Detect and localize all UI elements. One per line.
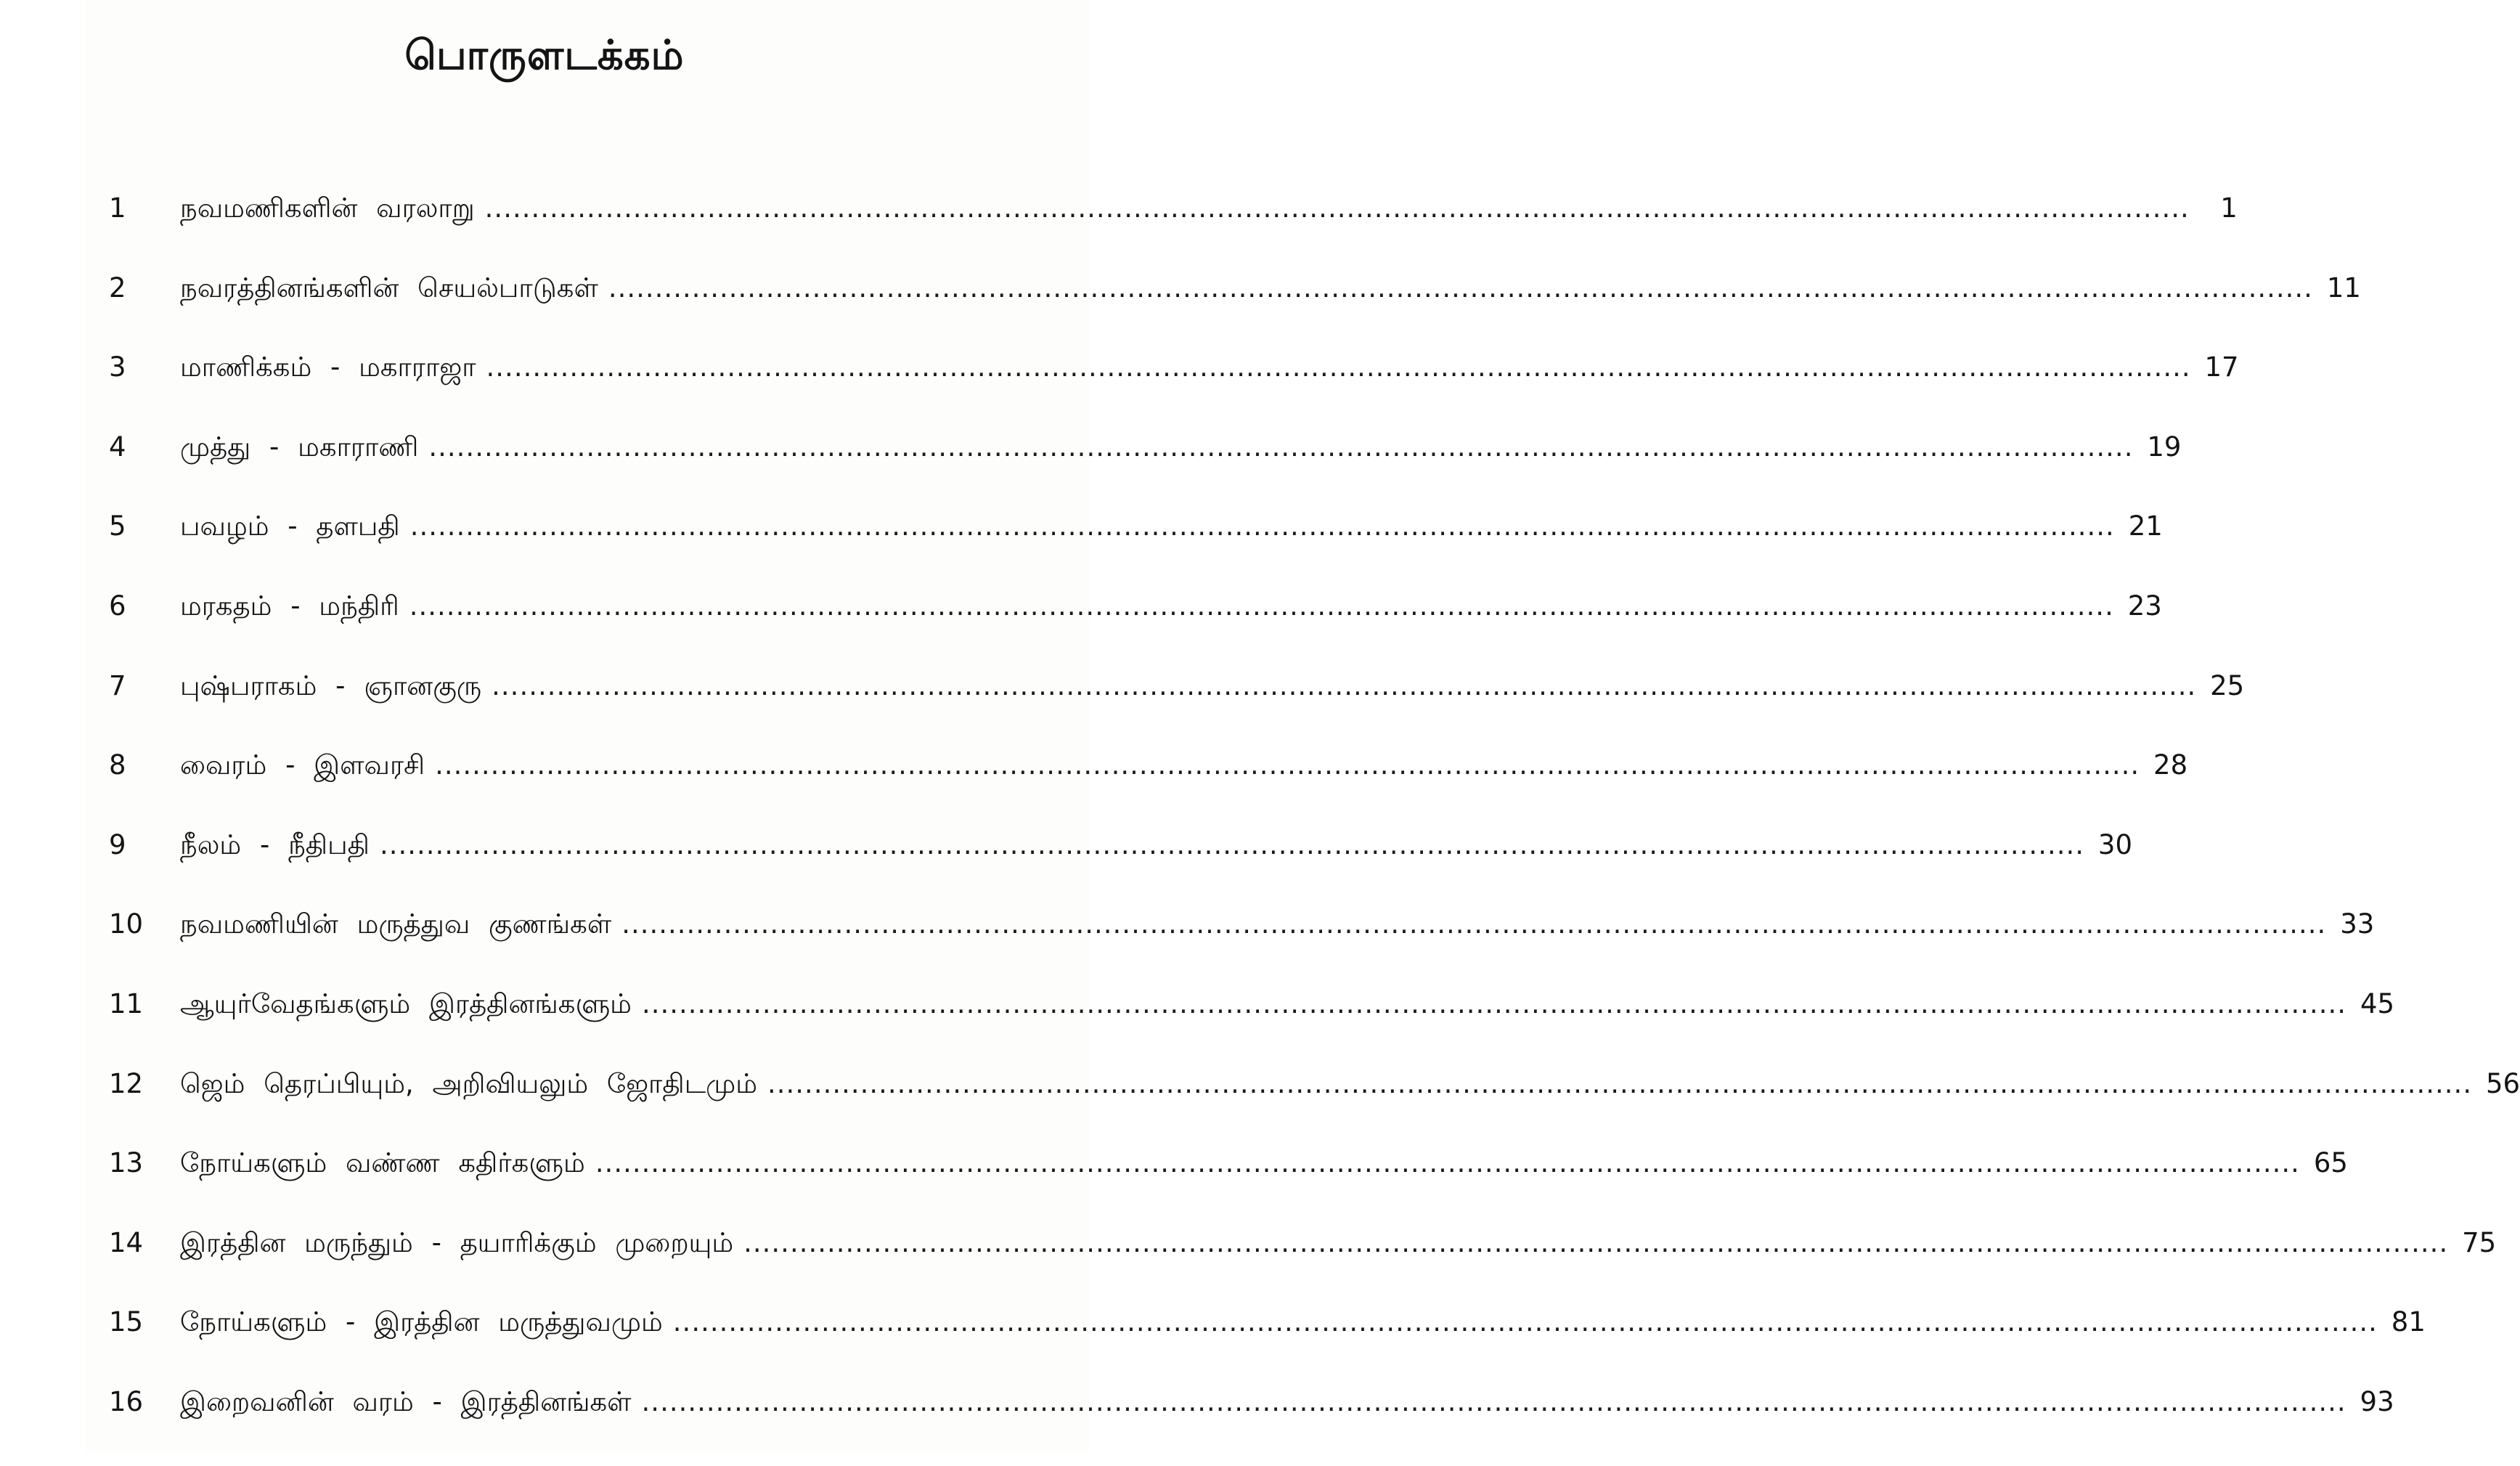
entry-title: நீலம் - நீதிபதி	[180, 828, 370, 860]
entry-number: 5	[109, 510, 126, 542]
toc-entry[interactable]	[109, 669, 2245, 750]
entry-number: 4	[109, 431, 126, 463]
entry-page-number: 56	[2486, 1067, 2520, 1099]
dot-leader	[435, 749, 2140, 781]
entry-number: 7	[109, 669, 126, 701]
dot-leader	[409, 590, 2114, 622]
entry-number: 12	[109, 1067, 144, 1099]
toc-entry[interactable]	[109, 1385, 2394, 1466]
entry-number: 1	[109, 192, 126, 224]
toc-entry[interactable]	[109, 1306, 2426, 1386]
entry-title: மாணிக்கம் - மகாராஜா	[180, 351, 476, 383]
table-of-contents	[109, 192, 2520, 1466]
entry-number: 8	[109, 749, 126, 781]
dot-leader	[410, 510, 2115, 542]
toc-entry[interactable]	[109, 908, 2375, 988]
entry-number: 2	[109, 272, 126, 304]
entry-title: மரகதம் - மந்திரி	[180, 590, 399, 622]
toc-entry[interactable]	[109, 749, 2188, 829]
entry-number: 14	[109, 1226, 144, 1258]
entry-title: நோய்களும் வண்ண கதிர்களும்	[180, 1147, 585, 1179]
dot-leader	[642, 988, 2346, 1019]
entry-title: நவமணிகளின் வரலாறு	[180, 192, 475, 224]
dot-leader	[485, 192, 2190, 224]
dot-leader	[673, 1306, 2378, 1337]
toc-entry[interactable]	[109, 192, 2238, 272]
toc-entry[interactable]	[109, 987, 2395, 1068]
dot-leader	[380, 829, 2084, 860]
entry-title: இரத்தின மருந்தும் - தயாரிக்கும் முறையும்	[180, 1226, 734, 1258]
entry-number: 13	[109, 1147, 144, 1179]
dot-leader	[428, 431, 2133, 463]
entry-title: முத்து - மகாராணி	[180, 431, 419, 463]
entry-title: நவமணியின் மருத்துவ குணங்கள்	[180, 908, 612, 940]
dot-leader	[486, 351, 2191, 383]
toc-entry[interactable]	[109, 590, 2162, 670]
dot-leader	[767, 1068, 2472, 1099]
entry-number: 11	[109, 987, 144, 1019]
toc-entry[interactable]	[109, 828, 2133, 909]
toc-entry[interactable]	[109, 351, 2239, 431]
entry-page-number: 28	[2153, 749, 2188, 781]
toc-entry[interactable]	[109, 1067, 2520, 1148]
entry-number: 3	[109, 351, 126, 383]
dot-leader	[642, 1386, 2346, 1417]
entry-title: ஜெம் தெரப்பியும், அறிவியலும் ஜோதிடமும்	[180, 1067, 758, 1099]
entry-title: நோய்களும் - இரத்தின மருத்துவமும்	[180, 1306, 663, 1338]
entry-page-number: 81	[2391, 1306, 2426, 1338]
entry-title: புஷ்பராகம் - ஞானகுரு	[180, 669, 482, 701]
entry-title: ஆயுர்வேதங்களும் இரத்தினங்களும்	[180, 987, 632, 1019]
entry-title: வைரம் - இளவரசி	[180, 749, 425, 781]
entry-page-number: 19	[2147, 431, 2182, 463]
entry-page-number: 93	[2360, 1385, 2394, 1417]
entry-title: இறைவனின் வரம் - இரத்தினங்கள்	[180, 1385, 632, 1417]
entry-page-number: 17	[2204, 351, 2239, 383]
entry-number: 6	[109, 590, 126, 622]
dot-leader	[608, 272, 2313, 304]
toc-entry[interactable]	[109, 1147, 2348, 1227]
entry-number: 9	[109, 828, 126, 860]
toc-entry[interactable]	[109, 272, 2361, 352]
entry-title: நவரத்தினங்களின் செயல்பாடுகள்	[180, 272, 598, 304]
toc-entry[interactable]	[109, 1226, 2497, 1307]
entry-page-number: 33	[2340, 908, 2375, 940]
entry-page-number: 75	[2462, 1226, 2497, 1258]
entry-number: 10	[109, 908, 144, 940]
dot-leader	[492, 670, 2196, 701]
entry-page-number: 21	[2128, 510, 2163, 542]
entry-page-number: 45	[2360, 987, 2395, 1019]
entry-number: 15	[109, 1306, 144, 1338]
entry-page-number: 23	[2127, 590, 2162, 622]
toc-entry[interactable]	[109, 510, 2163, 590]
entry-number: 16	[109, 1385, 144, 1417]
entry-title: பவழம் - தளபதி	[180, 510, 400, 542]
entry-page-number: 1	[2220, 192, 2238, 224]
entry-page-number: 25	[2210, 669, 2245, 701]
entry-page-number: 65	[2313, 1147, 2348, 1179]
toc-entry[interactable]	[109, 431, 2182, 511]
dot-leader	[743, 1227, 2448, 1258]
dot-leader	[621, 908, 2326, 940]
dot-leader	[595, 1147, 2300, 1178]
entry-page-number: 30	[2097, 828, 2133, 860]
entry-page-number: 11	[2326, 272, 2361, 304]
page-title: பொருளடக்கம்	[404, 32, 685, 79]
